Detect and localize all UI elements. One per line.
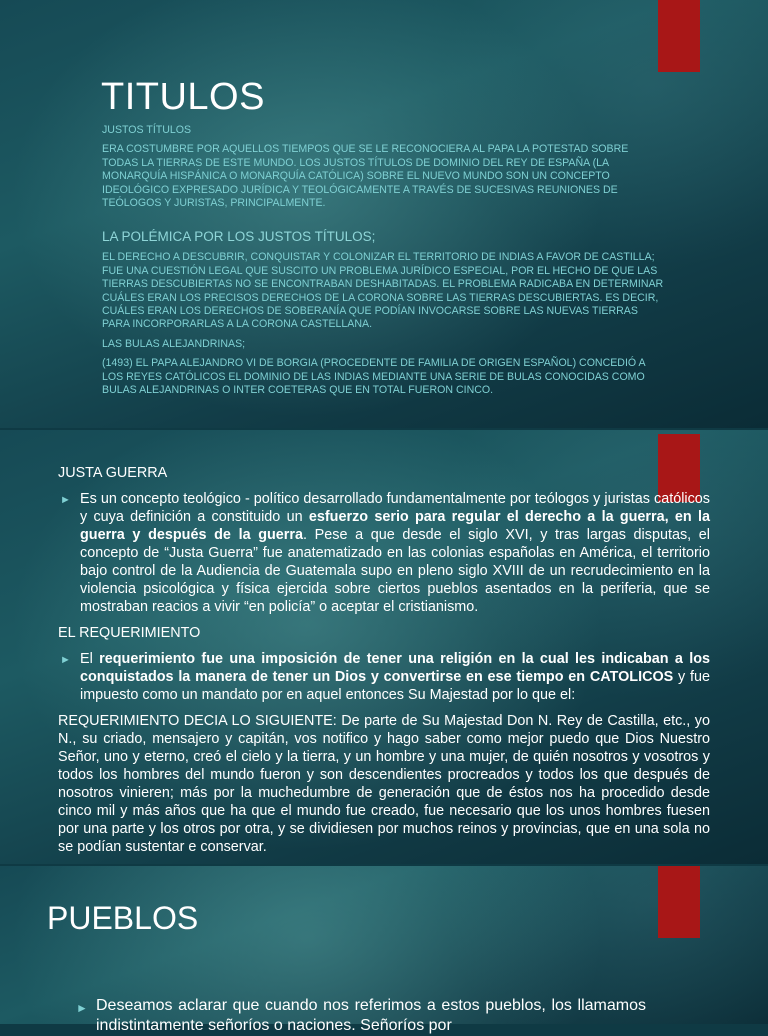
bullet-text: Es un concepto teológico - político desarrollado fundamentalmente por teólogos y juristas católicos y cuya definición a constituido un <box>80 491 710 525</box>
paragraph: EL DERECHO A DESCUBRIR, CONQUISTAR Y COLONIZAR EL TERRITORIO DE INDIAS A FAVOR DE CASTILLA; FUE UNA CUESTIÓN LEGAL QUE SUSCITO UN PROBLEMA JURÍDICO ESPECIAL, POR EL HECHO DE QUE LAS TIERRAS DESCUBIERTAS NO SE ENCONTRABAN DESHABITADAS. EL PROBLEMA RADICABA EN DETERMINAR CUÁLES ERAN LOS PRECISOS DERECHOS DE LA CORONA SOBRE LAS TIERRAS DESCUBIERTAS. ES DECIR, CUÁLES ERAN LOS DERECHOS DE SOBERANÍA QUE PODÍAN INVOCARSE SOBRE LAS NUEVAS TIERRAS PARA INCORPORARLAS A LA CORONA CASTELLANA. <box>102 251 664 331</box>
bullet-text: El <box>80 651 100 667</box>
section-heading: EL REQUERIMIENTO <box>58 625 201 641</box>
slide-title: PUEBLOS <box>47 900 199 936</box>
red-accent-bar <box>658 0 700 72</box>
slide-titulos <box>0 0 768 428</box>
bullet-arrow-icon: ► <box>60 494 71 506</box>
paragraph: REQUERIMIENTO DECIA LO SIGUIENTE: De parte de Su Majestad Don N. Rey de Castilla, etc., yo N., su criado, mensajero y capitán, vos notifico y hago saber como mejor puedo que Dios Nuestro Señor, uno y eterno, creó el cielo y la tierra, y un hombre y una mujer, de quién nosotros y vosotros y todos los hombres del mundo fueron y son descendientes procreados y todos los que después de nosotros vinieren; más por la muchedumbre de generación que de éstos nos ha procedido desde cinco mil y más años que ha que el mundo fue creado, fue necesario que los unos hombres fuesen por una parte y los otros por otra, y se dividiesen por muchos reinos y provincias, que en una sola no se podían sustentar e conservar. <box>58 713 710 855</box>
bullet-arrow-icon: ► <box>60 654 71 666</box>
bullet-text: . Pese a que desde el siglo XVI, y tras largas disputas, el concepto de “Justa Guerra” fue anatematizado en las colonias españolas en América, el territorio bajo control de la Audiencia de Guatemala supo en pleno siglo XVIII de un recrudecimiento en la violencia psicológica y física ejercida sobre ciertos pueblos asentados en la periferia, que se mostraban reacios a vivir “en policía” o aceptar el cristianismo. <box>80 527 710 615</box>
subtitle-small: JUSTOS TÍTULOS <box>102 124 192 136</box>
slide-title: TITULOS <box>101 76 265 118</box>
bullet-text-bold: esfuerzo serio para regular el derecho a la guerra, en la guerra y después de la guerra <box>80 509 710 543</box>
paragraph: (1493) EL PAPA ALEJANDRO VI DE BORGIA (PROCEDENTE DE FAMILIA DE ORIGEN ESPAÑOL) CONCEDIÓ A LOS REYES CATÓLICOS EL DOMINIO DE LAS INDIAS MEDIANTE UNA SERIE DE BULAS CONOCIDAS COMO BULAS ALEJANDRINAS O INTER COETERAS QUE EN TOTAL FUERON CINCO. <box>102 357 645 397</box>
bullet-item <box>58 490 710 616</box>
section-heading: LA POLÉMICA POR LOS JUSTOS TÍTULOS; <box>102 229 376 245</box>
bullet-text: y fue impuesto como un mandato por en aquel entonces Su Majestad por lo que el: <box>80 669 710 703</box>
slide-pueblos <box>0 866 768 1034</box>
red-accent-bar <box>658 866 700 938</box>
slide-body <box>102 124 664 404</box>
paragraph: LAS BULAS ALEJANDRINAS; <box>102 337 246 350</box>
paragraph: ERA COSTUMBRE POR AQUELLOS TIEMPOS QUE SE LE RECONOCIERA AL PAPA LA POTESTAD SOBRE TODAS LA TIERRAS DE ESTE MUNDO. LOS JUSTOS TÍTULOS DE DOMINIO DEL REY DE ESPAÑA (LA MONARQUÍA HISPÁNICA O MONARQUÍA CATÓLICA) SOBRE EL NUEVO MUNDO SON UN CONCEPTO IDEOLÓGICO EXPRESADO JURÍDICA Y TEOLÓGICAMENTE A TRAVÉS DE SUCESIVAS REUNIONES DE TEÓLOGOS Y JURISTAS, PRINCIPALMENTE. <box>102 143 629 210</box>
bullet-arrow-icon: ► <box>76 1001 88 1015</box>
slide-justa-guerra <box>0 430 768 864</box>
section-heading: JUSTA GUERRA <box>58 465 168 481</box>
bullet-text-bold: requerimiento fue una imposición de tener una religión en la cual les indicaban a los conquistados la manera de tener un Dios y convertirse en ese tiempo en CATOLICOS <box>80 651 711 685</box>
bullet-item <box>76 996 646 1036</box>
bullet-item <box>58 650 710 704</box>
bullet-text: Deseamos aclarar que cuando nos referimos a estos pueblos, los llamamos indistintamente señoríos o naciones. Señoríos por <box>96 997 646 1034</box>
slide-body <box>58 464 710 856</box>
